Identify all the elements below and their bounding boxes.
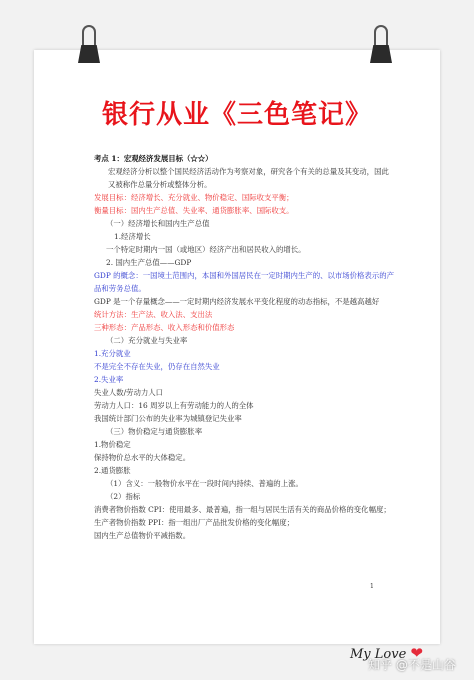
- note-line: （三）物价稳定与通货膨胀率: [106, 427, 203, 436]
- heart-icon: ❤: [410, 644, 424, 662]
- note-line: 统计方法：生产法、收入法、支出法: [94, 310, 213, 319]
- note-text: GDP 的概念：一国境土范围内，本国和外国居民在一定时期内生产的、以市场价格表示的产品和劳务总值。: [94, 271, 394, 293]
- binder-clip-icon: [78, 25, 100, 65]
- section-heading: 考点 1：宏观经济发展目标（☆☆）: [94, 154, 213, 163]
- note-line: 衡量目标：国内生产总值、失业率、通货膨胀率、国际收支。: [94, 206, 294, 215]
- notes-body: [94, 152, 394, 542]
- note-line: 发展目标：经济增长、充分就业、物价稳定、国际收支平衡；: [94, 193, 294, 202]
- document-title: 银行从业《三色笔记》: [101, 100, 372, 130]
- note-line: [94, 399, 394, 412]
- note-line: [94, 451, 394, 464]
- note-line: 2.通货膨胀: [94, 466, 131, 475]
- note-text: 保持物价总水平的大体稳定。: [94, 453, 191, 462]
- note-line: 三种形态：产品形态、收入形态和价值形态: [94, 323, 235, 332]
- note-line: （一）经济增长和国内生产总值: [106, 219, 210, 228]
- watermark: 知乎 @不是山谷: [368, 658, 456, 672]
- note-line: [94, 477, 394, 490]
- paragraph: [94, 165, 394, 191]
- note-line: 失业人数/劳动力人口: [94, 388, 164, 397]
- note-line: [94, 516, 394, 529]
- note-text: 劳动力人口：16 周岁以上有劳动能力的人的全体: [94, 401, 254, 410]
- note-line: （2）指标: [106, 492, 141, 501]
- note-line: [94, 503, 394, 516]
- note-line: [94, 269, 394, 295]
- note-text: 我国统计部门公布的失业率为城镇登记失业率: [94, 414, 242, 423]
- note-line: 1.充分就业: [94, 349, 131, 358]
- note-line: 一个特定时期内一国（或地区）经济产出和居民收入的增长。: [106, 245, 306, 254]
- note-line: [94, 412, 394, 425]
- note-line: 1.物价稳定: [94, 440, 131, 449]
- paragraph-text: 宏观经济分析以整个国民经济活动作为考察对象，研究各个有关的总量及其变动，国此又被称作总量分析或整体分析。: [108, 167, 389, 189]
- note-text: （1）含义：一般物价水平在一段时间内持续、普遍的上涨。: [106, 479, 303, 488]
- note-line: [94, 360, 394, 373]
- note-line: （二）充分就业与失业率: [106, 336, 188, 345]
- note-line: 2. 国内生产总值——GDP: [106, 258, 192, 267]
- note-line: 国内生产总值物价平减指数。: [94, 531, 191, 540]
- signature-text: My Love: [350, 647, 407, 662]
- note-line: 2.失业率: [94, 375, 124, 384]
- binder-clip-icon: [370, 25, 392, 65]
- note-line: [94, 295, 394, 308]
- note-line: 1.经济增长: [114, 232, 151, 241]
- note-text: 生产者物价指数 PPI：指一组出厂产品批发价格的变化幅度；: [94, 518, 294, 527]
- note-text: 消费者物价指数 CPI：使用最多、最普遍，指一组与居民生活有关的商品价格的变化幅度；: [94, 505, 391, 514]
- page-number: 1: [370, 583, 374, 590]
- note-text: 不是完全不存在失业，仍存在自然失业: [94, 362, 220, 371]
- note-text: GDP 是一个存量概念——一定时期内经济发展水平变化程度的动态指标，不是越高越好: [94, 297, 380, 306]
